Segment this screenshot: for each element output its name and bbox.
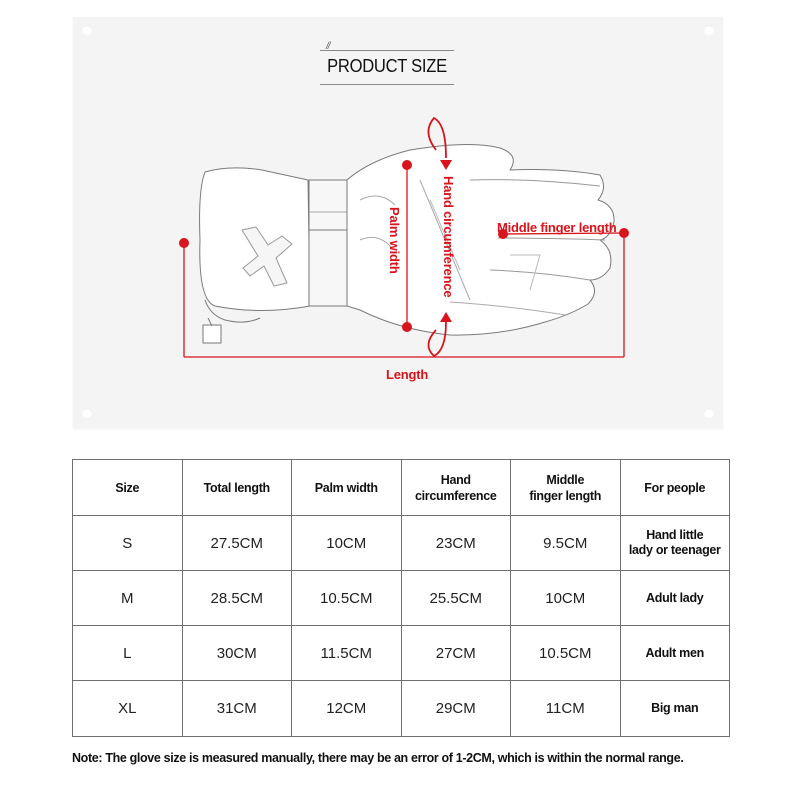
title-decoration: // (326, 41, 330, 52)
size-table (72, 459, 730, 737)
title-text: PRODUCT SIZE (327, 56, 447, 76)
middle-finger-length-label: Middle finger length (497, 220, 617, 235)
cell-for-people: Adult lady (620, 571, 730, 626)
cell-hand-circumference: 29CM (401, 681, 511, 737)
cell-middle-finger-length: 10.5CM (511, 626, 621, 681)
cell-total-length: 30CM (182, 626, 292, 681)
header-label: circumference (414, 488, 497, 503)
palm-width-label: Palm width (387, 207, 402, 274)
cell-total-length: 28.5CM (182, 571, 292, 626)
cell-for-people: Adult men (620, 626, 730, 681)
cell-for-people (620, 516, 730, 571)
header-palm-width (292, 460, 402, 516)
cell-hand-circumference: 27CM (401, 626, 511, 681)
length-start-dot (180, 239, 189, 248)
cell-hand-circumference: 25.5CM (401, 571, 511, 626)
cell-total-length: 31CM (182, 681, 292, 737)
palm-bottom-dot (403, 323, 412, 332)
cell-middle-finger-length: 9.5CM (511, 516, 621, 571)
cell-size: S (73, 516, 183, 571)
header-size (73, 460, 183, 516)
cell-palm-width: 11.5CM (292, 626, 402, 681)
header-label: Total length (203, 480, 270, 495)
header-hand-circumference (401, 460, 511, 516)
table-row (73, 516, 730, 571)
table-row (73, 626, 730, 681)
table-header-row (73, 460, 730, 516)
palm-top-dot (403, 161, 412, 170)
cell-palm-width: 10CM (292, 516, 402, 571)
cell-size: XL (73, 681, 183, 737)
cell-hand-circumference: 23CM (401, 516, 511, 571)
table-row (73, 681, 730, 737)
header-label: finger length (529, 488, 602, 503)
cell-palm-width: 12CM (292, 681, 402, 737)
people-line: Hand little (646, 528, 704, 542)
header-label: Hand (440, 472, 471, 487)
finger-end-dot (620, 229, 629, 238)
table-row (73, 571, 730, 626)
cell-for-people: Big man (620, 681, 730, 737)
header-label: For people (644, 480, 706, 495)
header-label: Palm width (314, 480, 378, 495)
header-for-people (620, 460, 730, 516)
cell-size: L (73, 626, 183, 681)
measurement-note: Note: The glove size is measured manually, there may be an error of 1-2CM, which is within the normal range. (72, 751, 684, 765)
header-total-length (182, 460, 292, 516)
cell-middle-finger-length: 10CM (511, 571, 621, 626)
cell-palm-width: 10.5CM (292, 571, 402, 626)
people-line: lady or teenager (628, 543, 721, 557)
length-label: Length (386, 367, 429, 382)
cell-size: M (73, 571, 183, 626)
hand-circumference-label: Hand circumference (441, 176, 456, 298)
cell-middle-finger-length: 11CM (511, 681, 621, 737)
header-label: Size (115, 480, 140, 495)
header-label: Middle (546, 472, 585, 487)
header-middle-finger-length (511, 460, 621, 516)
cell-total-length: 27.5CM (182, 516, 292, 571)
